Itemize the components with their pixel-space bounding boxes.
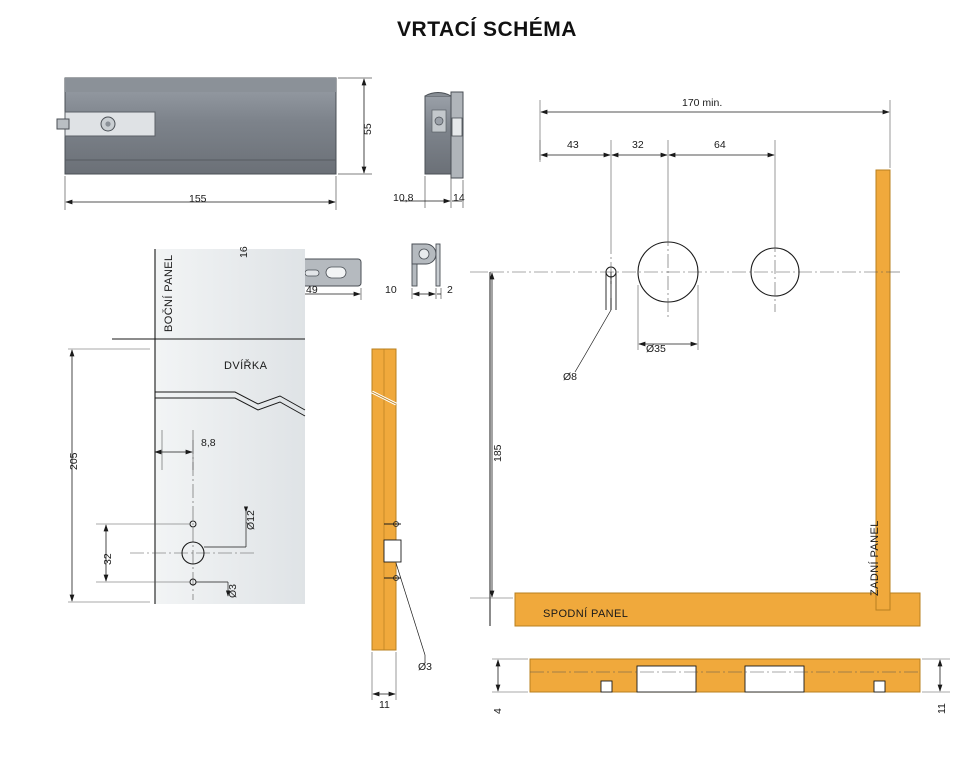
dim-section-thickness: 11 [379, 699, 390, 711]
label-bottom-panel: SPODNÍ PANEL [543, 608, 629, 620]
dim-section-hole: Ø3 [418, 661, 433, 673]
dim-lock-length: 155 [189, 193, 207, 205]
dim-lock-face: 14 [453, 192, 465, 204]
dim-hole-d35: Ø35 [646, 343, 666, 355]
dim-d3: 64 [714, 139, 726, 151]
dim-lock-height: 55 [362, 123, 374, 135]
label-door: DVÍŘKA [224, 360, 268, 372]
dim-hole-d8: Ø8 [563, 371, 578, 383]
dim-total-min: 170 min. [682, 97, 723, 109]
dim-door-spacing: 32 [102, 553, 114, 565]
strike-plate-side-view [412, 244, 441, 299]
label-side-panel: BOČNÍ PANEL [163, 254, 175, 332]
dim-lock-thickness: 10,8 [393, 192, 414, 204]
bottom-panel-drilling-view [470, 100, 920, 626]
dim-d1: 43 [567, 139, 579, 151]
dim-strike-depth: 10 [385, 284, 397, 296]
dim-strike-length: 49 [306, 284, 318, 296]
lock-body-side-view [400, 92, 463, 208]
bottom-panel-section-view [492, 659, 950, 692]
dim-door-height: 205 [68, 452, 80, 470]
dim-door-offset: 8,8 [201, 437, 216, 449]
dim-section-left: 4 [492, 708, 504, 714]
dim-d2: 32 [632, 139, 644, 151]
dim-depth-185: 185 [492, 444, 504, 462]
page-title: VRTACÍ SCHÉMA [397, 18, 577, 41]
dim-strike-thickness: 2 [447, 284, 453, 296]
dim-door-hole-big: Ø12 [245, 510, 257, 530]
dim-strike-width: 16 [238, 246, 250, 258]
dim-section-right: 11 [936, 703, 948, 714]
dim-door-hole-small: Ø3 [227, 583, 239, 598]
door-panel-drilling-view [68, 249, 305, 604]
label-back-panel: ZADNÍ PANEL [869, 520, 881, 596]
door-section-view [372, 349, 425, 700]
lock-body-top-view [57, 78, 372, 210]
